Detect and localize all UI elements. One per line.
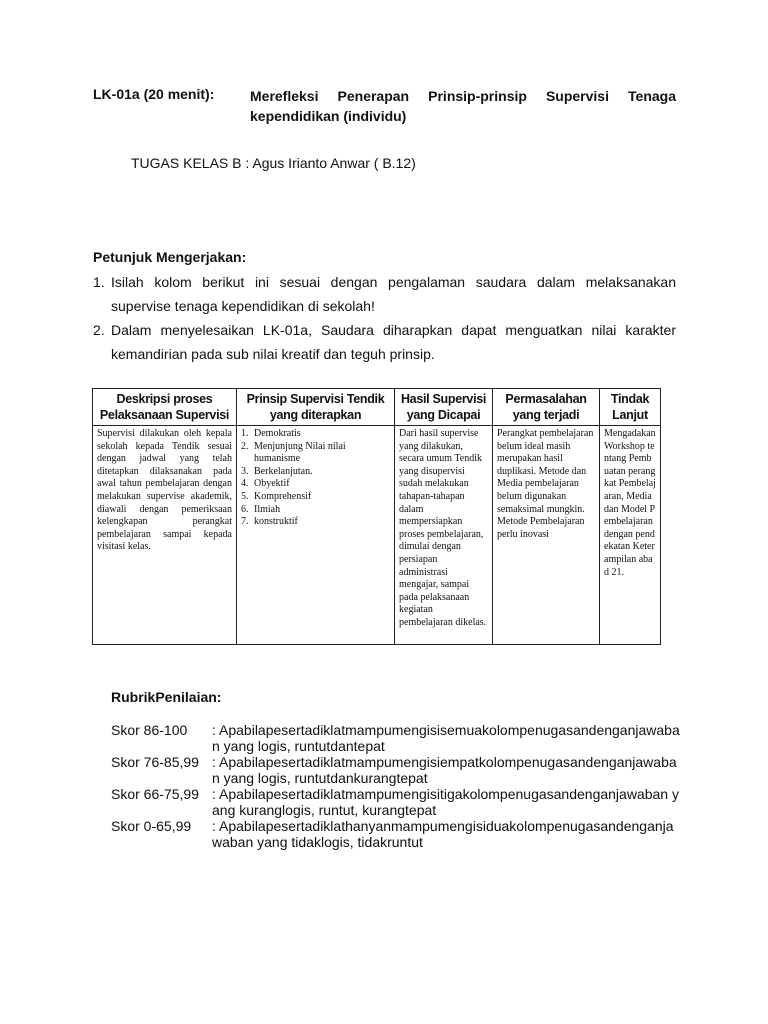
header-deskripsi: Deskripsi proses Pelaksanaan Supervisi [93,389,237,426]
worksheet-title-line2: kependidikan (individu) [250,108,407,124]
rubric-description: : Apabilapesertadiklatmampumengisiempatkolompenugasandenganjawaban yang logis, runtutdankurangtepat [212,754,677,786]
rubric-row [111,786,681,818]
cell-tindak-lanjut: Mengadakan Workshop tentang Pembuatan perangkat Pembelajaran, Media dan Model Pembelajaran dengan pendekatan Keterampilan abad 21. [600,426,661,645]
rubric-description: : Apabilapesertadiklatmampumengisisemuakolompenugasandenganjawaban yang logis, runtutdantepat [212,722,680,754]
rubric-score: Skor 0-65,99 [111,818,192,834]
header-hasil: Hasil Supervisi yang Dicapai [395,389,493,426]
cell-permasalahan: Perangkat pembelajaran belum ideal masih merupakan hasil duplikasi. Metode dan Media pembelajaran belum digunakan semaksimal mungkin. Metode Pembelajaran perlu inovasi [493,426,600,645]
rubric-row [111,722,681,754]
instruction-text: Dalam menyelesaikan LK-01a, Saudara diharapkan dapat menguatkan nilai karakter kemandirian pada sub nilai kreatif dan teguh prinsip. [111,322,676,362]
rubric-title: RubrikPenilaian: [111,689,222,705]
cell-deskripsi: Supervisi dilakukan oleh kepala sekolah kepada Tendik sesuai dengan jadwal yang telah ditetapkan dilaksanakan pada awal tahun pembelajaran dengan melakukan supervise akademik, diawali dengan pemeriksaan kelengkapan perangkat pembelajaran sampai kepada visitasi kelas. [93,426,237,645]
rubric-description: : Apabilapesertadiklatmampumengisitigakolompenugasandenganjawaban yang kuranglogis, runtut, kurangtepat [212,786,679,818]
header-permasalahan: Permasalahan yang terjadi [493,389,600,426]
rubric-row [111,818,681,850]
table-header-row [93,389,661,426]
prinsip-item: 4. Obyektif [241,478,290,490]
rubric-row [111,754,681,786]
worksheet-label: LK-01a (20 menit): [93,86,215,102]
instructions-list [93,270,676,366]
prinsip-item: 1. Demokratis [241,428,301,439]
rubric-score: Skor 66-75,99 [111,786,199,802]
header-prinsip: Prinsip Supervisi Tendik yang diterapkan [237,389,395,426]
assignment-line: TUGAS KELAS B : Agus Irianto Anwar ( B.12) [131,155,416,171]
prinsip-item: 7. konstruktif [241,516,298,528]
table-row [93,426,661,645]
cell-hasil: Dari hasil supervise yang dilakukan, secara umum Tendik yang disupervisi sudah melakukan tahapan-tahapan dalam mempersiapkan proses pembelajaran, dimulai dengan persiapan administrasi mengajar, sampai pada pelaksanaan kegiatan pembelajaran dikelas. [395,426,493,645]
rubric-score: Skor 76-85,99 [111,754,199,770]
rubric-description: : Apabilapesertadiklathanyanmampumengisiduakolompenugasandenganjawaban yang tidaklogis, tidakruntut [212,818,674,850]
prinsip-item: 6. Ilmiah [241,503,281,515]
instruction-item [93,270,676,318]
rubric-score: Skor 86-100 [111,722,188,738]
worksheet-title-line1: Merefleksi Penerapan Prinsip-prinsip Supervisi Tenaga [250,88,676,104]
cell-prinsip [237,426,395,645]
prinsip-item: 2. Menjunjung Nilai nilai humanisme [241,440,346,465]
prinsip-item: 5. Komprehensif [241,490,312,502]
header-tindak-lanjut: Tindak Lanjut [600,389,661,426]
instruction-item [93,318,676,366]
instructions-title: Petunjuk Mengerjakan: [93,249,247,265]
prinsip-list [241,428,390,529]
instruction-number: 2. [93,322,105,338]
rubric-list [111,722,681,850]
instruction-number: 1. [93,274,105,290]
reflection-table [92,388,661,645]
instruction-text: Isilah kolom berikut ini sesuai dengan pengalaman saudara dalam melaksanakan supervise tenaga kependidikan di sekolah! [111,274,676,314]
prinsip-item: 3. Berkelanjutan. [241,465,313,477]
